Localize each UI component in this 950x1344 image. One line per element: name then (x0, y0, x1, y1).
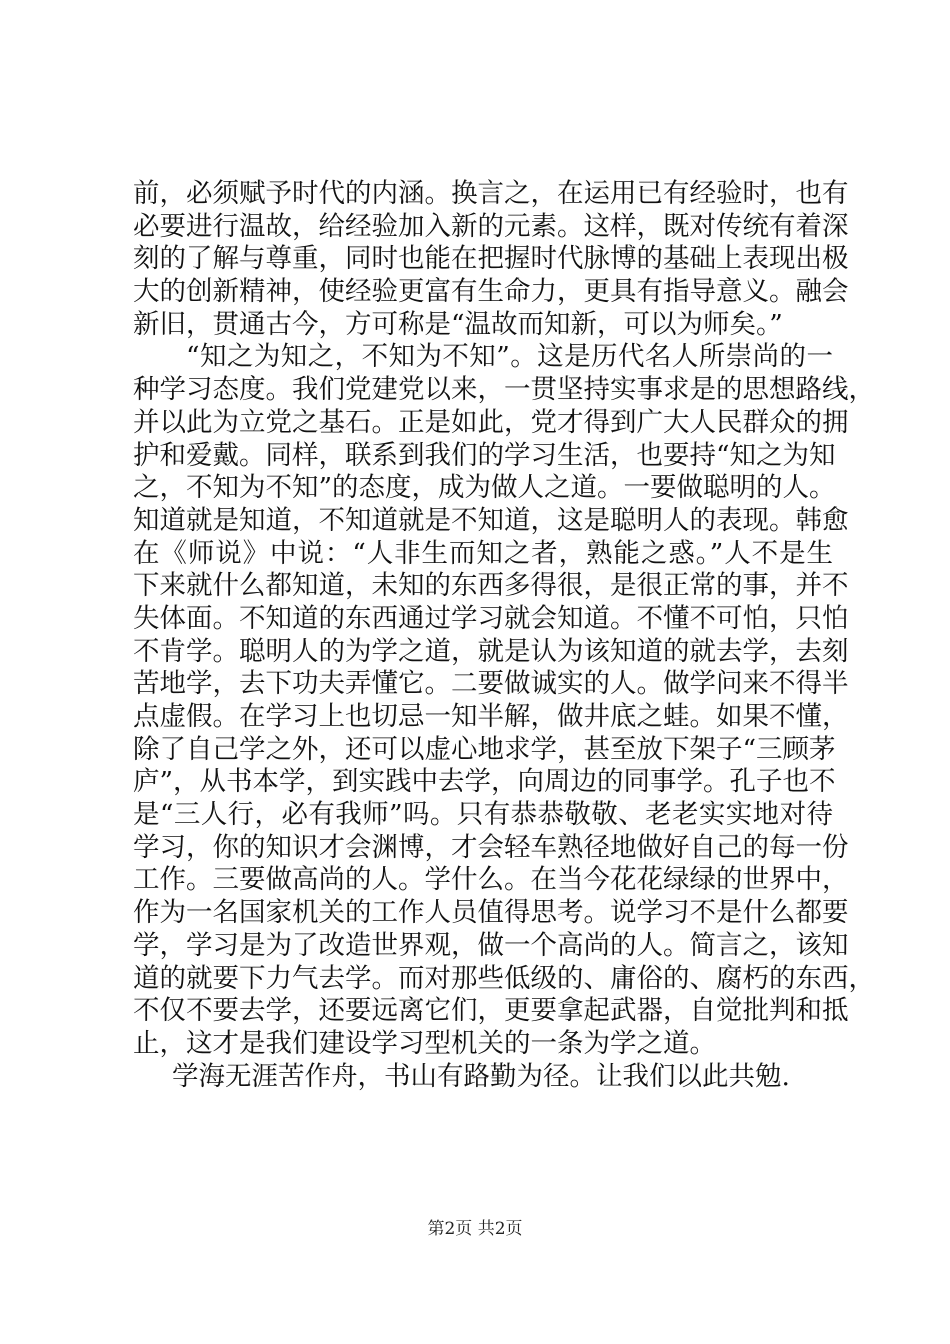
text-line: 不仅不要去学，还要远离它们，更要拿起武器，自觉批判和抵 (133, 995, 849, 1027)
text-line: 苦地学，去下功夫弄懂它。二要做诚实的人。做学问来不得半 (133, 668, 849, 700)
text-line: 在《师说》中说：“人非生而知之者，熟能之惑。”人不是生 (133, 537, 833, 569)
text-line: 下来就什么都知道，未知的东西多得很，是很正常的事，并不 (133, 570, 849, 602)
text-line: 种学习态度。我们党建党以来，一贯坚持实事求是的思想路线， (133, 374, 875, 406)
text-line: 点虚假。在学习上也切忌一知半解，做井底之蛙。如果不懂， (133, 701, 849, 732)
text-line: 庐”，从书本学，到实践中去学，向周边的同事学。孔子也不 (133, 766, 836, 798)
text-line: 刻的了解与尊重，同时也能在把握时代脉博的基础上表现出极 (133, 243, 849, 275)
text-line: 之，不知为不知”的态度，成为做人之道。一要做聪明的人。 (133, 472, 836, 504)
text-line: 护和爱戴。同样，联系到我们的学习生活，也要持“知之为知 (133, 439, 836, 471)
text-line: 是“三人行，必有我师”吗。只有恭恭敬敬、老老实实地对待 (133, 799, 833, 831)
body-text (133, 178, 875, 1093)
text-line: 道的就要下力气去学。而对那些低级的、庸俗的、腐朽的东西， (133, 962, 875, 994)
text-line: 不肯学。聪明人的为学之道，就是认为该知道的就去学，去刻 (133, 635, 849, 667)
text-line: 作为一名国家机关的工作人员值得思考。说学习不是什么都要 (133, 897, 849, 929)
text-line: 除了自己学之外，还可以虚心地求学，甚至放下架子“三顾茅 (133, 733, 836, 765)
text-line: 知道就是知道，不知道就是不知道，这是聪明人的表现。韩愈 (133, 504, 849, 536)
text-line: 失体面。不知道的东西通过学习就会知道。不懂不可怕，只怕 (133, 602, 849, 634)
text-line: 学海无涯苦作舟，书山有路勤为径。让我们以此共勉. (172, 1060, 790, 1092)
text-line: 前，必须赋予时代的内涵。换言之，在运用已有经验时，也有 (133, 178, 849, 209)
text-line: 止，这才是我们建设学习型机关的一条为学之道。 (133, 1027, 716, 1059)
text-line: 学，学习是为了改造世界观，做一个高尚的人。简言之，该知 (133, 929, 849, 961)
text-line: 必要进行温故，给经验加入新的元素。这样，既对传统有着深 (133, 210, 849, 242)
text-line: 并以此为立党之基石。正是如此，党才得到广大人民群众的拥 (133, 406, 849, 438)
text-line: 学习，你的知识才会渊博，才会轻车熟径地做好自己的每一份 (133, 831, 849, 863)
text-line: 大的创新精神，使经验更富有生命力，更具有指导意义。融会 (133, 276, 849, 308)
text-line: 新旧，贯通古今，方可称是“温故而知新，可以为师矣。” (133, 308, 783, 340)
text-line: 工作。三要做高尚的人。学什么。在当今花花绿绿的世界中， (133, 864, 849, 896)
page-number: 第2页 共2页 (427, 1219, 523, 1239)
text-line: “知之为知之，不知为不知”。这是历代名人所崇尚的一 (186, 341, 833, 373)
page-footer (0, 1218, 950, 1240)
